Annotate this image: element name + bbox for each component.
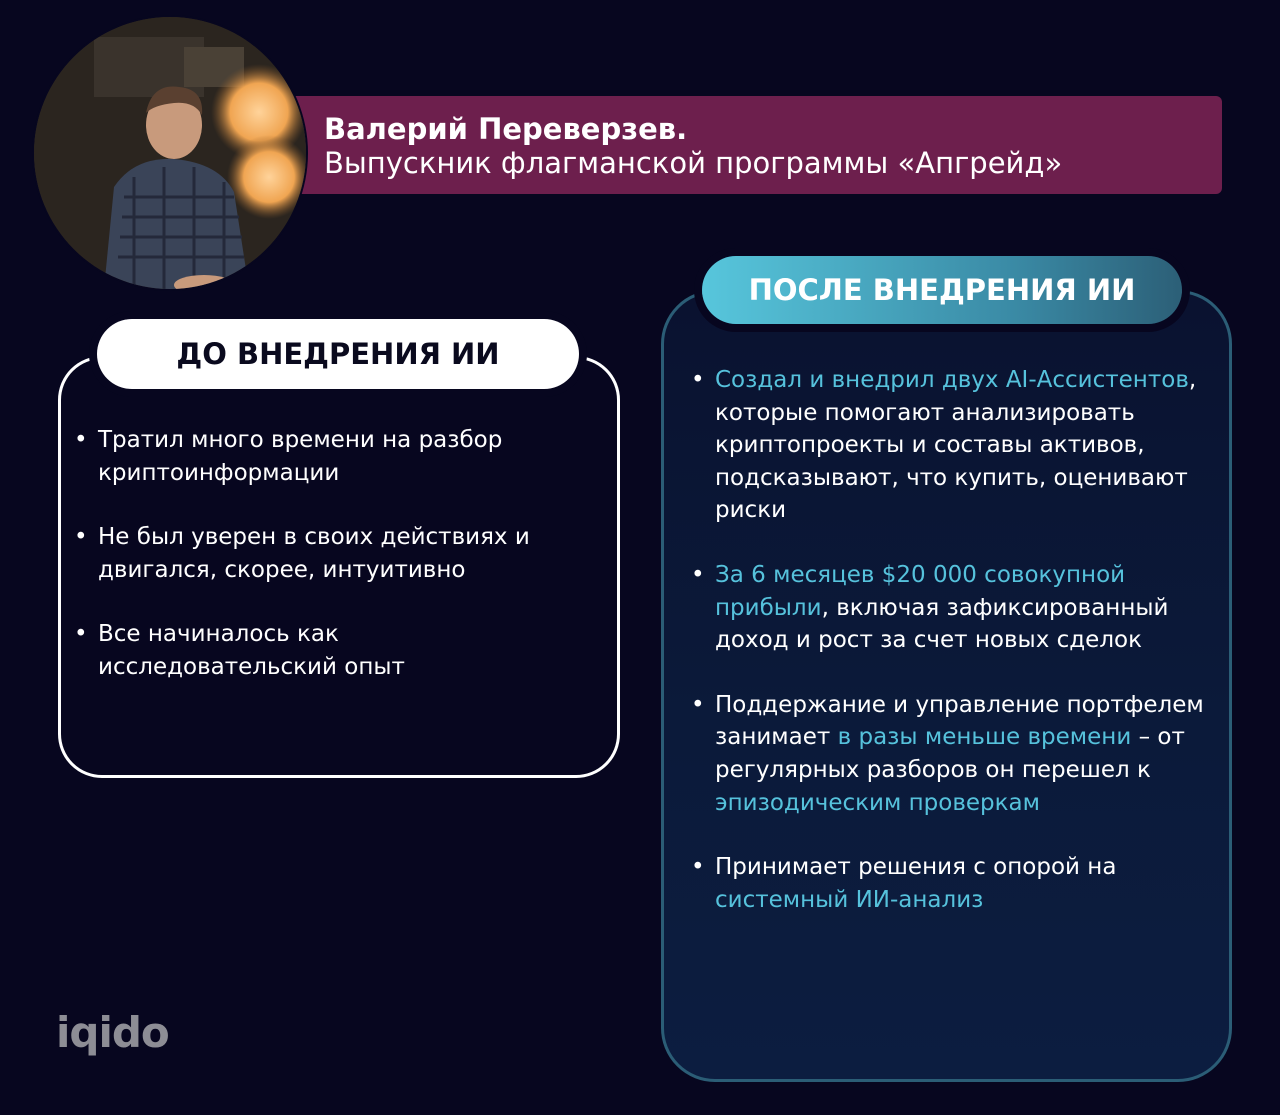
item-text: , включая зафиксированный доход и рост за счет новых сделок xyxy=(715,594,1169,654)
before-list-item xyxy=(74,618,578,683)
before-item-text: Тратил много времени на разбор криптоинформации xyxy=(98,427,503,486)
before-list-item xyxy=(74,424,578,489)
person-subtitle: Выпускник флагманской программы «Апгрейд» xyxy=(324,146,1063,180)
after-list-item xyxy=(691,364,1205,527)
after-list-item xyxy=(691,851,1205,916)
bullet-icon: • xyxy=(74,427,88,453)
item-text: – от регулярных разборов он перешел к xyxy=(715,724,1185,783)
item-text: , которые помогают анализировать криптопроекты и составы активов, подсказывают, что купить, оценивают риски xyxy=(715,367,1197,524)
after-list xyxy=(691,364,1205,948)
item-text: Принимает решения с опорой на xyxy=(715,854,1117,881)
before-list-item xyxy=(74,521,578,586)
bullet-icon: • xyxy=(691,367,705,393)
before-list xyxy=(74,424,578,716)
highlighted-text: За 6 месяцев $20 000 совокупной прибыли xyxy=(715,561,1126,621)
brand-logo: iqido xyxy=(56,1008,169,1057)
person-name: Валерий Переверзев. xyxy=(324,112,688,146)
highlighted-text: Создал и внедрил двух AI-Ассистентов xyxy=(715,367,1189,393)
person-photo-icon xyxy=(34,17,306,289)
avatar xyxy=(34,17,306,289)
bullet-icon: • xyxy=(74,621,88,648)
highlighted-text: системный ИИ-анализ xyxy=(715,886,984,913)
bullet-icon: • xyxy=(691,561,705,588)
before-title: ДО ВНЕДРЕНИЯ ИИ xyxy=(97,319,579,389)
after-title: ПОСЛЕ ВНЕДРЕНИЯ ИИ xyxy=(702,256,1182,324)
bullet-icon: • xyxy=(691,691,705,718)
after-list-item xyxy=(691,559,1205,657)
highlighted-text: эпизодическим проверкам xyxy=(715,789,1040,816)
highlighted-text: в разы меньше времени xyxy=(837,724,1132,751)
after-list-item xyxy=(691,689,1205,819)
before-item-text: Не был уверен в своих действиях и двигался, скорее, интуитивно xyxy=(98,524,530,583)
item-text: Поддержание и управление портфелем занимает xyxy=(715,691,1204,751)
bullet-icon: • xyxy=(691,854,705,881)
bullet-icon: • xyxy=(74,524,88,551)
before-item-text: Все начиналось как исследовательский опыт xyxy=(98,621,405,680)
